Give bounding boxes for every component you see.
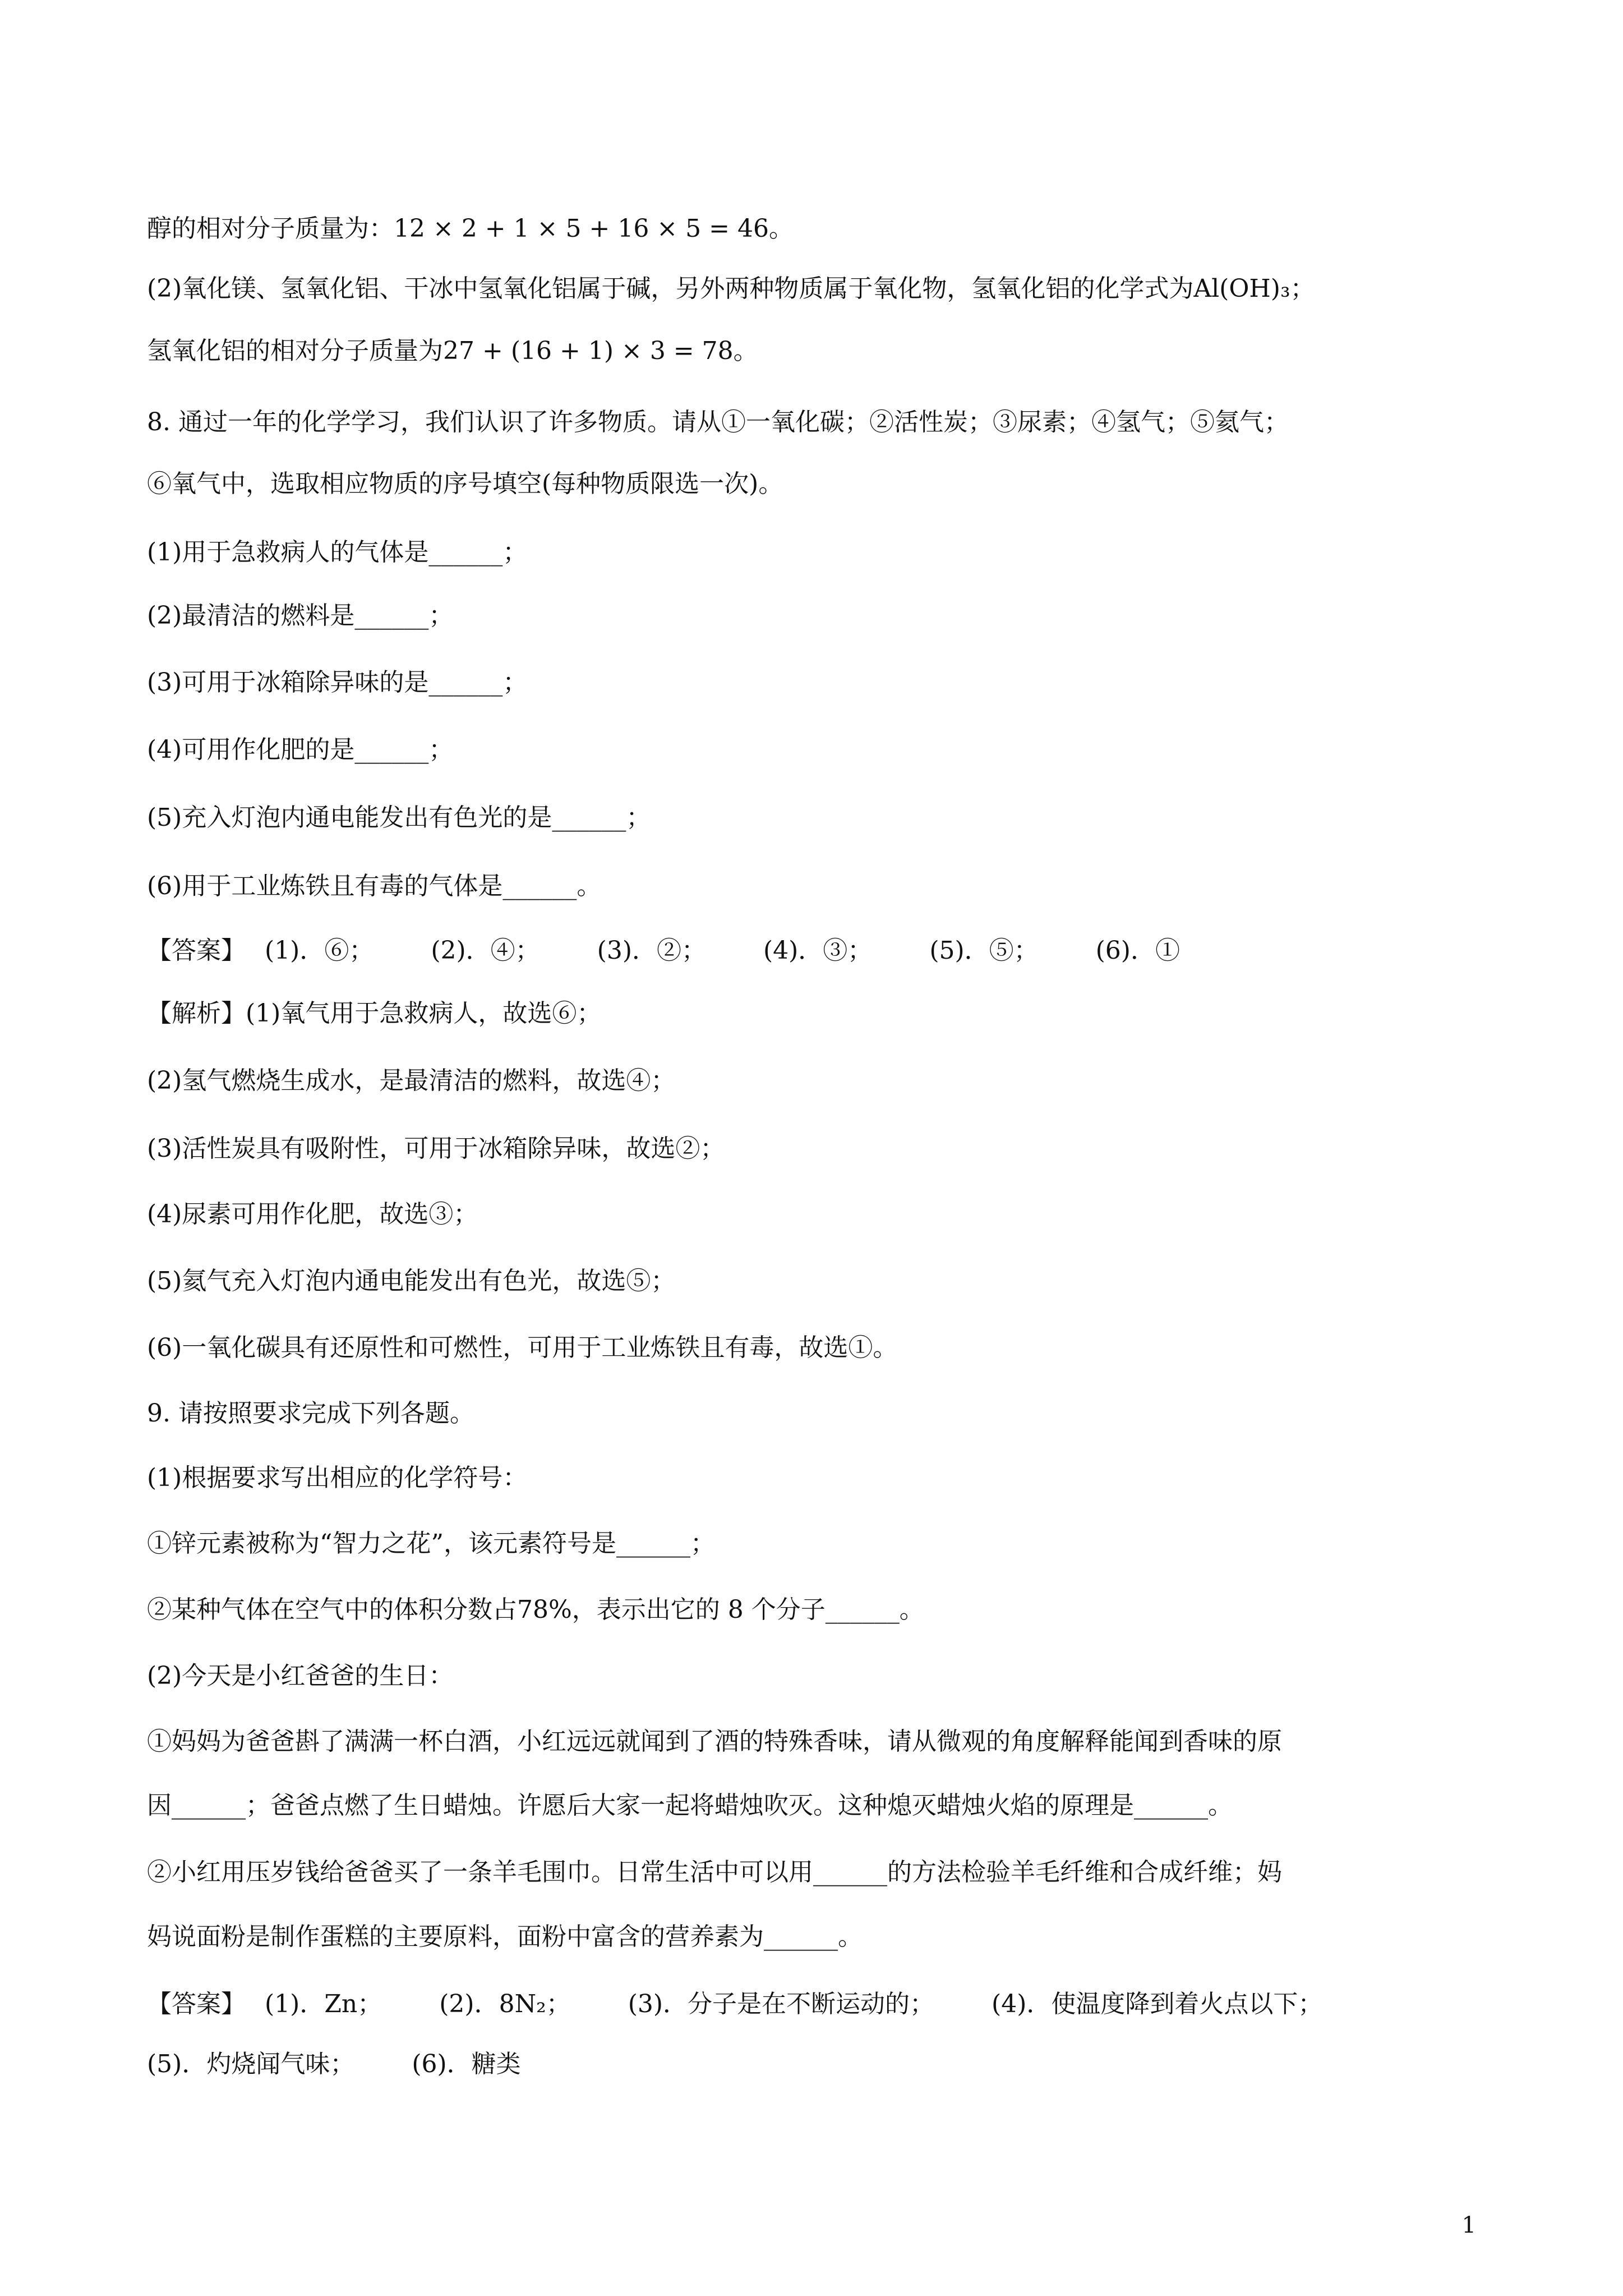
- question-8-stem: 8. 通过一年的化学学习，我们认识了许多物质。请从①一氧化碳；②活性炭；③尿素；④氢气；⑤氦气；: [147, 408, 1289, 436]
- question-9-item-cont: 因______；爸爸点燃了生日蜡烛。许愿后大家一起将蜡烛吹灭。这种熄灭蜡烛火焰的原理是______。: [147, 1791, 1233, 1820]
- answer-9-cont: [147, 2047, 1476, 2083]
- analysis-8-line: (4)尿素可用作化肥，故选③；: [147, 1200, 478, 1228]
- question-9-part-1: (1)根据要求写出相应的化学符号：: [147, 1464, 528, 1492]
- question-8-item-3: (3)可用于冰箱除异味的是______；: [147, 668, 528, 697]
- analysis-8-line: (2)氢气燃烧生成水，是最清洁的燃料，故选④；: [147, 1066, 676, 1095]
- answer-9: [147, 1987, 1476, 2023]
- answer-item: (3)．分子是在不断运动的；: [628, 1990, 935, 2018]
- analysis-8: 【解析】(1)氧气用于急救病人，故选⑥；: [147, 999, 602, 1028]
- answer-item: (4)．使温度降到着火点以下；: [992, 1990, 1323, 2018]
- question-8-item-1: (1)用于急救病人的气体是______；: [147, 538, 528, 567]
- question-8-item-4: (4)可用作化肥的是______；: [147, 735, 454, 764]
- answer-item: (1)．Zn；: [265, 1990, 382, 2018]
- answer-item: (2)．8N₂；: [439, 1990, 571, 2018]
- text-line: (2)氧化镁、氢氧化铝、干冰中氢氧化铝属于碱，另外两种物质属于氧化物，氢氧化铝的化学式为Al(OH)₃；: [147, 274, 1315, 303]
- question-9-stem: 9. 请按照要求完成下列各题。: [147, 1399, 474, 1428]
- answer-tag: 【答案】: [147, 936, 246, 965]
- question-8-item-5: (5)充入灯泡内通电能发出有色光的是______；: [147, 803, 651, 832]
- question-9-item: ②某种气体在空气中的体积分数占78%，表示出它的 8 个分子______。: [147, 1595, 924, 1624]
- answer-item: (4)．③；: [763, 936, 873, 965]
- question-9-item: ②小红用压岁钱给爸爸买了一条羊毛围巾。日常生活中可以用______的方法检验羊毛纤维和合成纤维；妈: [147, 1858, 1282, 1887]
- question-9-item: ①锌元素被称为“智力之花”，该元素符号是______；: [147, 1529, 715, 1558]
- answer-item: (2)．④；: [431, 936, 540, 965]
- answer-tag: 【答案】: [147, 1990, 246, 2018]
- text-line: 醇的相对分子质量为：12 × 2 + 1 × 5 + 16 × 5 = 46。: [147, 214, 794, 243]
- text-line: 氢氧化铝的相对分子质量为27 + (16 + 1) × 3 = 78。: [147, 337, 758, 365]
- answer-item: (1)．⑥；: [265, 936, 374, 965]
- question-9-item-cont: 妈说面粉是制作蛋糕的主要原料，面粉中富含的营养素为______。: [147, 1922, 863, 1951]
- page-number: 1: [1461, 2212, 1476, 2238]
- question-9-item: ①妈妈为爸爸斟了满满一杯白酒，小红远远就闻到了酒的特殊香味，请从微观的角度解释能闻到香味的原: [147, 1727, 1282, 1756]
- answer-8: [147, 934, 1476, 970]
- question-9-part-2: (2)今天是小红爸爸的生日：: [147, 1662, 454, 1690]
- answer-item: (5)．灼烧闻气味；: [147, 2050, 355, 2078]
- question-8-item-2: (2)最清洁的燃料是______；: [147, 601, 454, 630]
- question-8-stem-cont: ⑥氧气中，选取相应物质的序号填空(每种物质限选一次)。: [147, 470, 783, 498]
- answer-item: (6)．糖类: [412, 2050, 521, 2078]
- answer-item: (5)．⑤；: [929, 936, 1039, 965]
- analysis-8-line: (6)一氧化碳具有还原性和可燃性，可用于工业炼铁且有毒，故选①。: [147, 1333, 898, 1362]
- question-8-item-6: (6)用于工业炼铁且有毒的气体是______。: [147, 872, 602, 900]
- analysis-8-line: (5)氦气充入灯泡内通电能发出有色光，故选⑤；: [147, 1267, 676, 1295]
- answer-item: (3)．②；: [597, 936, 706, 965]
- analysis-8-line: (3)活性炭具有吸附性，可用于冰箱除异味，故选②；: [147, 1134, 725, 1163]
- answer-item: (6)．①: [1095, 936, 1180, 965]
